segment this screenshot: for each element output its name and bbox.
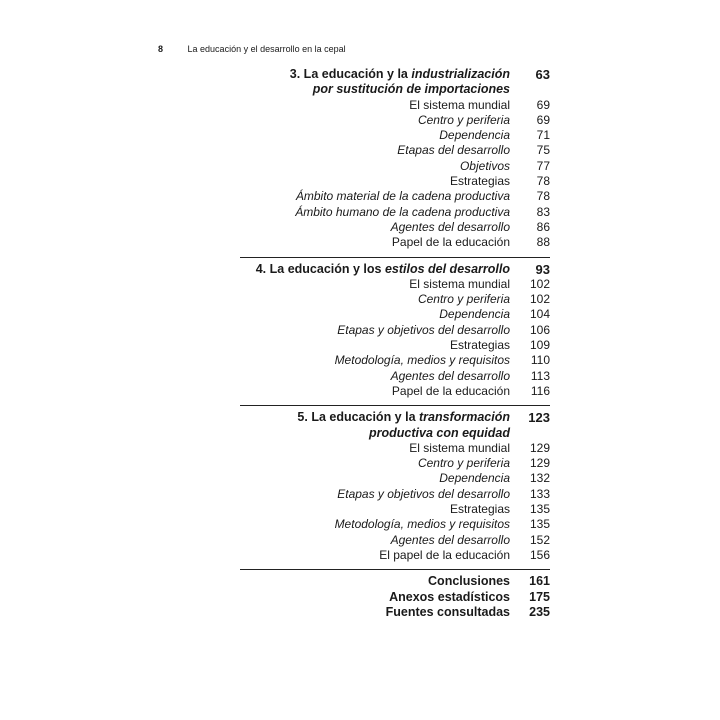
chapter-heading — [240, 67, 550, 82]
section-label: Papel de la educación — [391, 235, 510, 250]
chapter-page: 63 — [535, 67, 550, 82]
chapter-heading — [240, 262, 550, 277]
section-label: Etapas del desarrollo — [397, 143, 510, 158]
section-entry — [240, 487, 550, 502]
section-label: Dependencia — [439, 128, 510, 143]
section-entry — [240, 384, 550, 399]
section-entry — [240, 456, 550, 471]
chapter-title-continued: productiva con equidad — [369, 425, 510, 440]
section-page: 135 — [529, 502, 550, 517]
section-page: 132 — [529, 471, 550, 486]
section-label: Etapas y objetivos del desarrollo — [337, 486, 510, 501]
section-entry — [240, 292, 550, 307]
section-label: Ámbito humano de la cadena productiva — [295, 204, 510, 219]
endmatter-page: 235 — [529, 604, 550, 619]
section-entry — [240, 369, 550, 384]
section-page: 78 — [536, 189, 550, 204]
section-label: Centro y periferia — [417, 456, 510, 471]
section-entry — [240, 113, 550, 128]
section-entry — [240, 338, 550, 353]
section-label: El sistema mundial — [409, 276, 510, 291]
endmatter-entry — [240, 574, 550, 589]
section-entry — [240, 307, 550, 322]
endmatter-label: Conclusiones — [428, 574, 510, 589]
section-label: Estrategias — [449, 174, 510, 189]
endmatter-label: Fuentes consultadas — [385, 604, 510, 619]
section-page: 129 — [529, 456, 550, 471]
section-page: 88 — [536, 235, 550, 250]
chapter-title — [256, 262, 510, 277]
section-entry — [240, 517, 550, 532]
chapter-title-continued: por sustitución de importaciones — [312, 82, 510, 97]
section-entry — [240, 502, 550, 517]
section-label: El sistema mundial — [409, 97, 510, 112]
section-label: Estrategias — [449, 338, 510, 353]
endmatter-divider — [240, 569, 550, 570]
section-page: 86 — [536, 219, 550, 234]
chapter-page: 93 — [535, 261, 550, 277]
section-page: 156 — [529, 547, 550, 562]
section-page: 133 — [529, 486, 550, 501]
section-entry — [240, 323, 550, 338]
table-of-contents — [240, 67, 550, 620]
section-label: Objetivos — [459, 158, 510, 173]
section-label: El papel de la educación — [379, 547, 510, 562]
section-page: 78 — [536, 174, 550, 189]
section-page: 113 — [530, 368, 550, 383]
section-entry — [240, 471, 550, 486]
section-entry — [240, 128, 550, 143]
section-page: 116 — [530, 383, 550, 398]
chapter-title-plain: 3. La educación y la — [289, 67, 412, 81]
section-page: 102 — [529, 276, 550, 291]
section-label: Papel de la educación — [391, 383, 510, 398]
section-entry — [240, 205, 550, 220]
section-entry — [240, 277, 550, 292]
section-page: 83 — [536, 204, 550, 219]
chapter-title-line2 — [240, 82, 550, 97]
page-number: 8 — [158, 44, 164, 54]
chapter-title-line2 — [240, 426, 550, 441]
endmatter-label: Anexos estadísticos — [389, 589, 510, 604]
section-page: 69 — [536, 112, 550, 127]
section-entry — [240, 220, 550, 235]
running-header — [158, 44, 346, 54]
section-page: 110 — [530, 353, 550, 368]
chapter-title-italic: industrialización — [411, 67, 510, 81]
chapter-heading — [240, 410, 550, 425]
section-label: Agentes del desarrollo — [390, 219, 510, 234]
endmatter-entry — [240, 590, 550, 605]
chapter-title — [290, 67, 510, 82]
section-label: Agentes del desarrollo — [390, 368, 510, 383]
section-label: Metodología, medios y requisitos — [334, 517, 510, 532]
section-entry — [240, 533, 550, 548]
chapter-page: 123 — [528, 410, 550, 426]
section-entry — [240, 189, 550, 204]
section-page: 69 — [536, 97, 550, 112]
section-entry — [240, 98, 550, 113]
section-page: 75 — [536, 143, 550, 158]
section-label: Metodología, medios y requisitos — [334, 353, 510, 368]
section-entry — [240, 441, 550, 456]
section-page: 109 — [529, 338, 550, 353]
section-page: 104 — [529, 307, 550, 322]
section-page: 129 — [529, 440, 550, 455]
chapter-title-plain: 5. La educación y la — [297, 410, 419, 425]
chapter-title-italic: transformación — [419, 410, 510, 425]
section-label: Ámbito material de la cadena productiva — [295, 189, 510, 204]
section-entry — [240, 353, 550, 368]
section-entry — [240, 143, 550, 158]
section-page: 135 — [529, 517, 550, 532]
section-label: Estrategias — [449, 502, 510, 517]
section-label: El sistema mundial — [409, 440, 510, 455]
section-label: Centro y periferia — [417, 292, 510, 307]
running-title: La educación y el desarrollo en la cepal — [187, 44, 346, 54]
section-page: 71 — [536, 128, 550, 143]
section-label: Agentes del desarrollo — [390, 532, 510, 547]
chapter-divider — [240, 405, 550, 406]
section-page: 77 — [536, 158, 550, 173]
section-entry — [240, 548, 550, 563]
chapter-title — [297, 410, 510, 425]
section-entry — [240, 159, 550, 174]
endmatter-page: 161 — [529, 574, 550, 589]
section-entry — [240, 174, 550, 189]
chapter-title-italic: estilos del desarrollo — [384, 261, 510, 276]
section-label: Centro y periferia — [417, 112, 510, 127]
section-page: 152 — [529, 532, 550, 547]
endmatter-entry — [240, 605, 550, 620]
section-entry — [240, 235, 550, 250]
chapter-divider — [240, 257, 550, 258]
section-label: Dependencia — [439, 471, 510, 486]
section-label: Etapas y objetivos del desarrollo — [337, 322, 510, 337]
endmatter-page: 175 — [529, 589, 550, 604]
chapter-title-plain: 4. La educación y los — [255, 261, 385, 276]
section-label: Dependencia — [439, 307, 510, 322]
section-page: 106 — [529, 322, 550, 337]
section-page: 102 — [529, 292, 550, 307]
